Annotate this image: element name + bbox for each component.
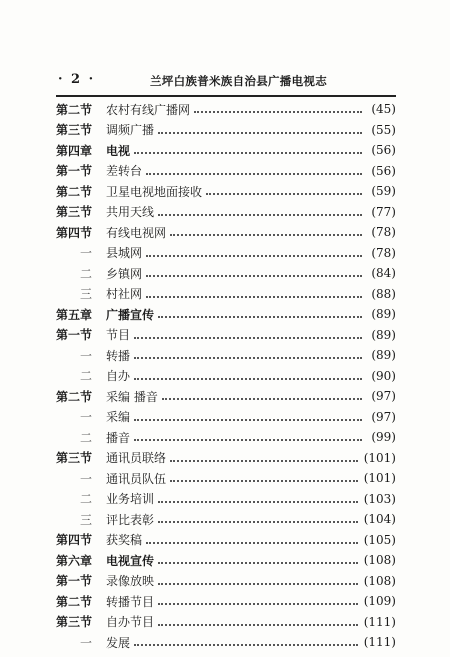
toc-entry <box>56 99 396 120</box>
entry-title: 节目 <box>106 328 131 343</box>
dot-leader <box>134 644 358 646</box>
toc-entry <box>56 222 396 243</box>
toc-entry <box>56 489 396 510</box>
entry-title: 评比表彰 <box>106 512 155 527</box>
entry-title: 电视宣传 <box>106 553 155 568</box>
dot-leader <box>134 357 362 359</box>
section-label: 第二节 <box>56 594 93 609</box>
dot-leader <box>158 132 362 134</box>
entry-title: 电视 <box>106 143 131 158</box>
page-reference: (108) <box>363 573 396 588</box>
dot-leader <box>158 562 358 564</box>
page-reference: (88) <box>371 286 396 301</box>
section-label: 第四节 <box>56 533 93 548</box>
item-label: 一 <box>79 348 92 363</box>
toc-entry <box>56 140 396 161</box>
page-reference: (55) <box>371 122 396 137</box>
page-reference: (77) <box>371 204 396 219</box>
section-label: 第一节 <box>56 328 93 343</box>
entry-title: 卫星电视地面接收 <box>106 184 203 199</box>
toc-entry <box>56 161 396 182</box>
toc-entry <box>56 468 396 489</box>
toc-entry <box>56 243 396 264</box>
page-reference: (97) <box>371 389 396 404</box>
header-rule <box>56 95 396 97</box>
dot-leader <box>134 439 362 441</box>
section-label: 第二节 <box>56 102 93 117</box>
item-label: 一 <box>79 635 92 650</box>
page-reference: (108) <box>363 553 396 568</box>
entry-title: 共用天线 <box>106 205 155 220</box>
dot-leader <box>146 542 358 544</box>
entry-title: 发展 <box>106 635 131 650</box>
page-header <box>58 70 396 92</box>
page-reference: (101) <box>363 450 396 465</box>
page-reference: (111) <box>363 614 396 629</box>
page-reference: (99) <box>371 430 396 445</box>
dot-leader <box>134 152 362 154</box>
toc-entry <box>56 263 396 284</box>
dot-leader <box>146 275 362 277</box>
entry-title: 通讯员队伍 <box>106 471 167 486</box>
entry-title: 业务培训 <box>106 492 155 507</box>
entry-title: 自办 <box>106 369 131 384</box>
entry-title: 差转台 <box>106 164 143 179</box>
toc-entry <box>56 407 396 428</box>
entry-title: 转播节目 <box>106 594 155 609</box>
page-reference: (78) <box>371 245 396 260</box>
chapter-label: 第六章 <box>56 553 93 568</box>
item-label: 二 <box>79 430 92 445</box>
item-label: 二 <box>79 266 92 281</box>
entry-title: 转播 <box>106 348 131 363</box>
dot-leader <box>158 214 362 216</box>
dot-leader <box>194 111 362 113</box>
page-reference: (111) <box>363 635 396 650</box>
item-label: 一 <box>79 246 92 261</box>
entry-title: 播音 <box>106 430 131 445</box>
page-reference: (84) <box>371 266 396 281</box>
toc-entry <box>56 530 396 551</box>
book-title: 兰坪白族普米族自治县广播电视志 <box>150 74 327 88</box>
section-label: 第一节 <box>56 164 93 179</box>
page-reference: (59) <box>371 184 396 199</box>
entry-title: 自办节目 <box>106 615 155 630</box>
section-label: 第三节 <box>56 451 93 466</box>
item-label: 三 <box>79 512 92 527</box>
entry-title: 县城网 <box>106 246 143 261</box>
dot-leader <box>170 460 358 462</box>
toc-entry <box>56 284 396 305</box>
entry-title: 村社网 <box>106 287 143 302</box>
dot-leader <box>158 603 358 605</box>
dot-leader <box>158 501 358 503</box>
toc-entry <box>56 345 396 366</box>
page-reference: (97) <box>371 409 396 424</box>
toc-entry <box>56 304 396 325</box>
item-label: 三 <box>79 287 92 302</box>
dot-leader <box>134 378 362 380</box>
chapter-label: 第五章 <box>56 307 93 322</box>
toc-entry <box>56 632 396 653</box>
page-reference: (56) <box>371 163 396 178</box>
toc-entry <box>56 571 396 592</box>
section-label: 第四节 <box>56 225 93 240</box>
entry-title: 乡镇网 <box>106 266 143 281</box>
entry-title: 调频广播 <box>106 123 155 138</box>
toc-entry <box>56 591 396 612</box>
section-label: 第二节 <box>56 184 93 199</box>
section-label: 第三节 <box>56 205 93 220</box>
dot-leader <box>158 583 358 585</box>
page-reference: (45) <box>371 102 396 117</box>
toc-entry <box>56 427 396 448</box>
page-reference: (89) <box>371 327 396 342</box>
dot-leader <box>170 234 362 236</box>
dot-leader <box>162 398 362 400</box>
toc-entry <box>56 386 396 407</box>
entry-title: 获奖稿 <box>106 533 143 548</box>
page-reference: (109) <box>363 594 396 609</box>
toc-entry <box>56 612 396 633</box>
item-label: 一 <box>79 410 92 425</box>
dot-leader <box>146 173 362 175</box>
item-label: 二 <box>79 369 92 384</box>
section-label: 第一节 <box>56 574 93 589</box>
dot-leader <box>206 193 362 195</box>
page-reference: (103) <box>363 491 396 506</box>
entry-title: 采编 <box>106 410 131 425</box>
page-reference: (89) <box>371 307 396 322</box>
toc-entry <box>56 448 396 469</box>
toc-entry <box>56 325 396 346</box>
page-reference: (104) <box>363 512 396 527</box>
dot-leader <box>158 521 358 523</box>
item-label: 二 <box>79 492 92 507</box>
toc-entry <box>56 181 396 202</box>
page-reference: (90) <box>371 368 396 383</box>
dot-leader <box>146 296 362 298</box>
entry-title: 农村有线广播网 <box>106 102 191 117</box>
page-reference: (105) <box>363 532 396 547</box>
entry-title: 通讯员联络 <box>106 451 167 466</box>
section-label: 第三节 <box>56 123 93 138</box>
toc-entry <box>56 120 396 141</box>
entry-title: 录像放映 <box>106 574 155 589</box>
page-reference: (56) <box>371 143 396 158</box>
page-reference: (101) <box>363 471 396 486</box>
toc-entry <box>56 550 396 571</box>
toc-entry <box>56 509 396 530</box>
dot-leader <box>146 255 362 257</box>
toc-entry <box>56 366 396 387</box>
section-label: 第二节 <box>56 389 93 404</box>
entry-title: 有线电视网 <box>106 225 167 240</box>
section-label: 第三节 <box>56 615 93 630</box>
item-label: 一 <box>79 471 92 486</box>
entry-title: 采编 播音 <box>106 389 158 404</box>
dot-leader <box>134 337 362 339</box>
page-reference: (78) <box>371 225 396 240</box>
dot-leader <box>158 624 358 626</box>
page-number: · 2 · <box>58 72 96 87</box>
page-reference: (89) <box>371 348 396 363</box>
chapter-label: 第四章 <box>56 143 93 158</box>
dot-leader <box>170 480 358 482</box>
toc-entry <box>56 202 396 223</box>
entry-title: 广播宣传 <box>106 307 155 322</box>
dot-leader <box>134 419 362 421</box>
dot-leader <box>158 316 362 318</box>
table-of-contents <box>56 99 396 653</box>
